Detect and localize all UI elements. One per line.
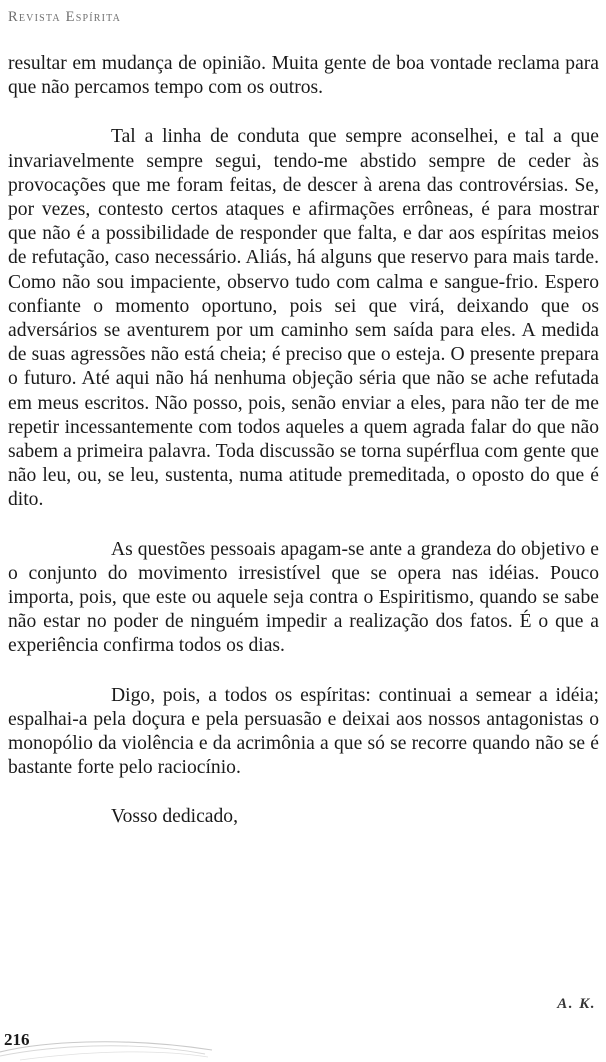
closing-salutation: Vosso dedicado, bbox=[111, 806, 238, 828]
paragraph-4: Digo, pois, a todos os espíritas: continuai a semear a idéia; espalhai-a pela doçura e pela persuasão e deixai aos nossos antagonistas o monopólio da violência e da acrimônia a que só se recorre quando não se é bastante forte pelo raciocínio. bbox=[8, 684, 599, 779]
signature-initials: A. K. bbox=[557, 996, 596, 1012]
paragraph-3: As questões pessoais apagam-se ante a grandeza do objetivo e o conjunto do movimento irresistível que se opera nas idéias. Pouco importa, pois, que este ou aquele seja contra o Espiritismo, quando se sabe não estar no poder de ninguém impedir a realização dos fatos. É o que a experiência confirma todos os dias. bbox=[8, 538, 599, 657]
paragraph-2: Tal a linha de conduta que sempre aconselhei, e tal a que invariavelmente sempre segui, tendo-me abstido sempre de ceder às provocações que me foram feitas, de descer à arena das controvérsias. Se, por vezes, contesto certos ataques e afirmações errôneas, é para mostrar que não é a possibilidade de responder que falta, e dar aos espíritas meios de refutação, caso necessário. Aliás, há alguns que reservo para mais tarde. Como não sou impaciente, observo tudo com calma e sangue-frio. Espero confiante o momento oportuno, pois sei que virá, deixando que os adversários se aventurem por um caminho sem saída para eles. A medida de suas agressões não está cheia; é preciso que o esteja. O presente prepara o futuro. Até aqui não há nenhuma objeção séria que não se ache refutada em meus escritos. Não posso, pois, senão enviar a eles, para não ter de me repetir incessantemente com todos aqueles a quem agrada falar do que não sabem a primeira palavra. Toda discussão se torna supérflua com gente que não leu, ou, se leu, sustenta, numa atitude premeditada, o oposto do que é dito. bbox=[8, 126, 599, 511]
paragraph-1: resultar em mudança de opinião. Muita gente de boa vontade reclama para que não percamos tempo com os outros. bbox=[8, 53, 599, 99]
swoosh-decoration-icon bbox=[0, 1030, 220, 1062]
body-text bbox=[8, 52, 599, 830]
running-header: Revista Espírita bbox=[8, 9, 122, 25]
page-number: 216 bbox=[4, 1030, 30, 1049]
